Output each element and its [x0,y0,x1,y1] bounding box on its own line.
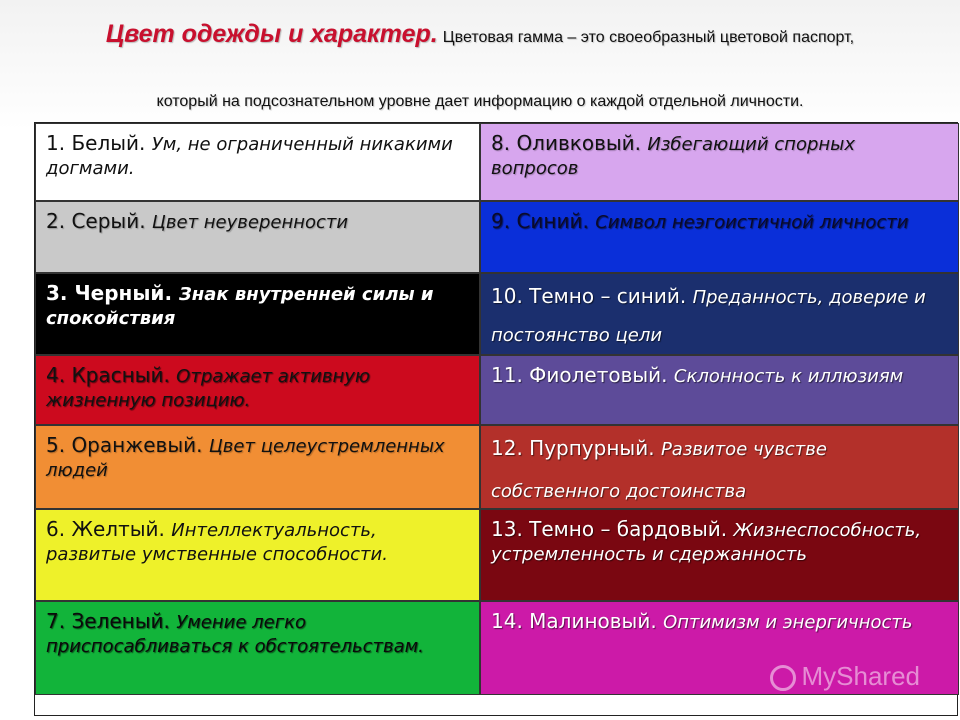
cell-description: Склонность к иллюзиям [673,366,904,387]
cell-title: 9. Синий. [491,209,589,233]
watermark-text: MyShared [801,661,920,691]
cell-title: 8. Оливковый. [491,131,641,155]
cell-yellow [35,509,480,601]
slide-header [0,0,960,118]
cell-purple [480,425,959,509]
cell-title: 7. Зеленый. [46,609,170,633]
cell-olive [480,123,959,201]
cell-title: 6. Желтый. [46,517,165,541]
cell-red [35,355,480,425]
cell-violet [480,355,959,425]
cell-green [35,601,480,695]
cell-title: 2. Серый. [46,209,146,233]
cell-description: Цвет целеустремленных людей [46,436,445,481]
cell-darkblue [480,273,959,355]
slide-title: Цвет одежды и характер. [105,20,438,48]
cell-title: 12. Пурпурный. [491,436,655,460]
cell-title: 3. Черный. [46,281,173,305]
cell-description: Цвет неуверенности [151,212,349,233]
cell-description: Оптимизм и энергичность [663,612,913,633]
cell-description: Развитое чувстве собственного достоинства [491,439,827,502]
watermark [770,661,921,692]
cell-black [35,273,480,355]
cell-gray [35,201,480,273]
cell-description: Ум, не ограниченный никакими догмами. [46,134,453,179]
title-line [0,20,960,49]
cell-description: Преданность, доверие и постоянство цели [491,287,926,346]
color-table [34,122,958,716]
slide-subtitle: Цветовая гамма – это своеобразный цветовой паспорт, [442,29,855,46]
cell-title: 11. Фиолетовый. [491,363,668,387]
cell-burgundy [480,509,959,601]
cell-blue [480,201,959,273]
cell-description: Жизнеспособность, устремленность и сдержанность [491,520,922,565]
cell-title: 4. Красный. [46,363,170,387]
cell-description: Избегающий спорных вопросов [491,134,856,179]
cell-orange [35,425,480,509]
cell-title: 14. Малиновый. [491,609,657,633]
cell-title: 1. Белый. [46,131,146,155]
cell-description: Символ неэгоистичной личности [595,212,909,233]
slide-subtitle-continued: который на подсознательном уровне дает информацию о каждой отдельной личности. [156,93,804,110]
cell-title: 10. Темно – синий. [491,284,687,308]
cell-white [35,123,480,201]
cell-description: Знак внутренней силы и спокойствия [46,284,434,329]
cell-title: 5. Оранжевый. [46,433,203,457]
cell-description: Отражает активную жизненную позицию. [46,366,371,411]
watermark-logo-icon [770,665,796,691]
cell-description: Интеллектуальность, развитые умственные способности. [46,520,388,565]
cell-title: 13. Темно – бардовый. [491,517,728,541]
cell-description: Умение легко приспосабливаться к обстоятельствам. [46,612,424,657]
